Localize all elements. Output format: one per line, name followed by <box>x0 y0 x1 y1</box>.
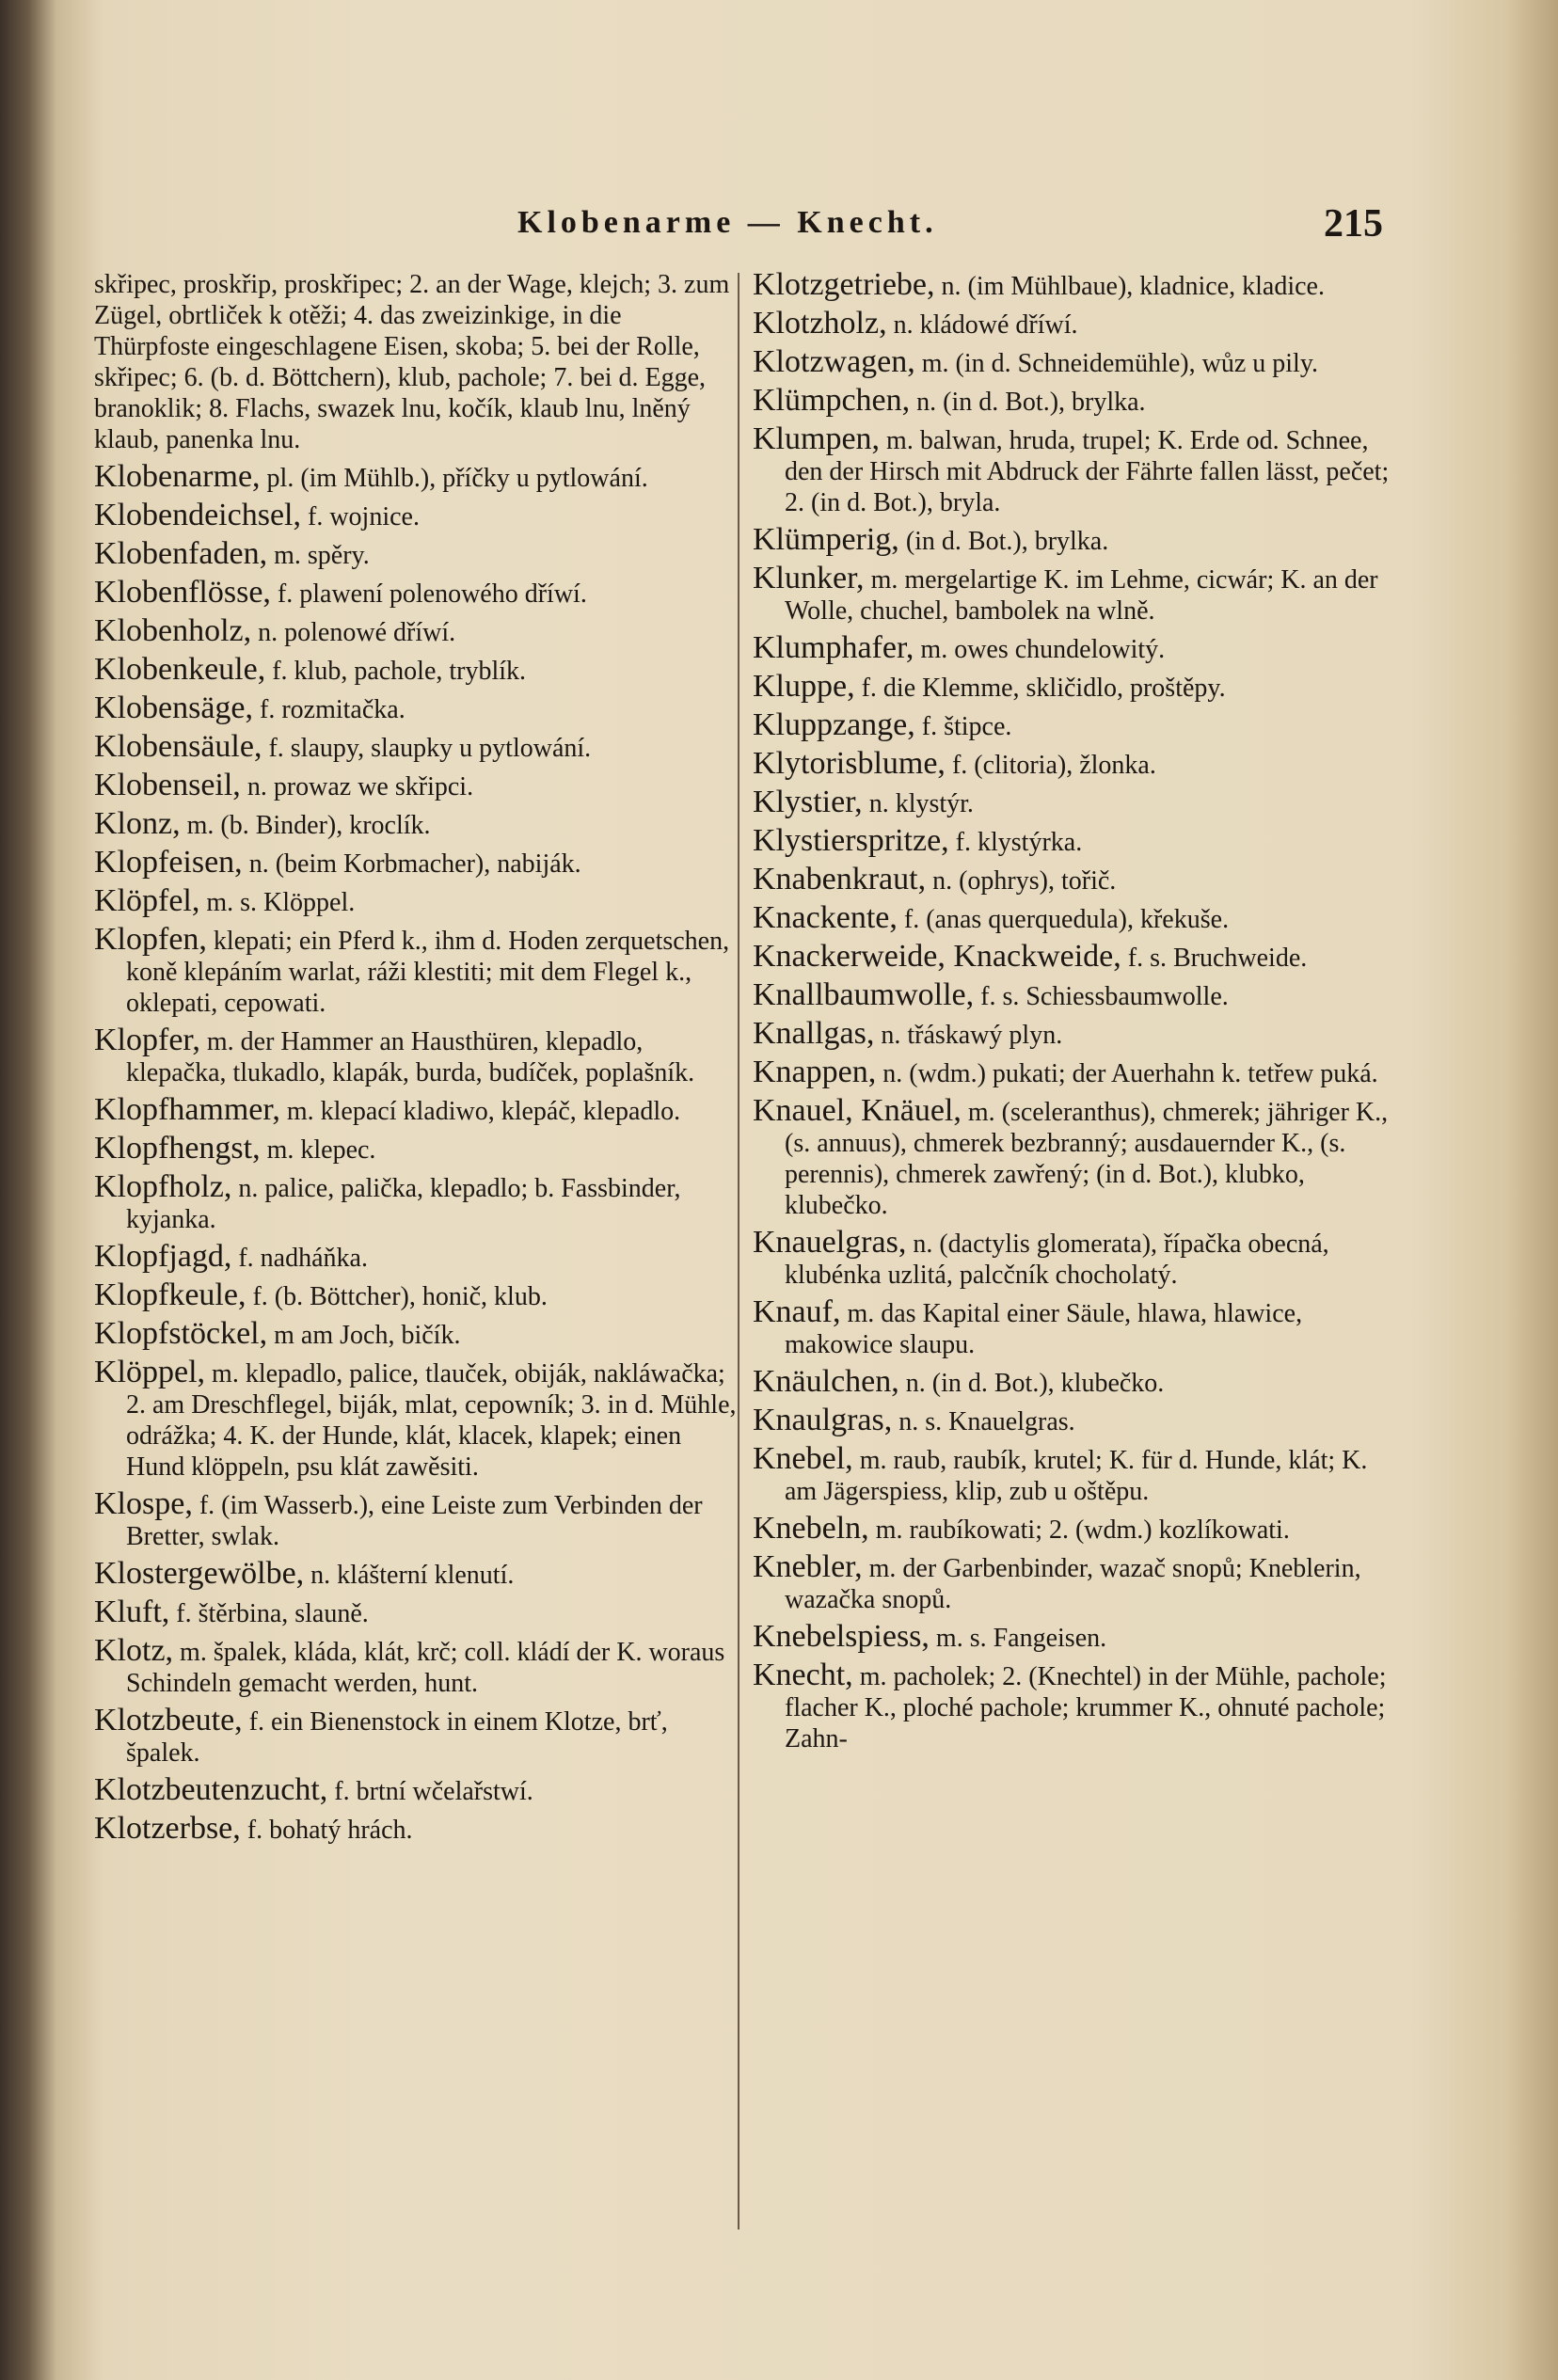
dictionary-entry <box>94 1488 739 1552</box>
entry-headword: Klobenholz, <box>94 613 252 648</box>
entry-headword: Klopfhammer, <box>94 1092 280 1127</box>
dictionary-entry <box>753 1513 1397 1546</box>
dictionary-entry <box>753 709 1397 742</box>
dictionary-entry <box>94 1318 739 1351</box>
entry-definition: f. (b. Böttcher), honič, klub. <box>252 1282 548 1311</box>
left-column <box>94 269 739 1851</box>
dictionary-entry <box>94 1171 739 1235</box>
entry-definition: n. (wdm.) pukati; der Auerhahn k. tetřew puká. <box>882 1059 1378 1088</box>
entry-headword: Klospe, <box>94 1486 193 1521</box>
entry-headword: Klopfholz, <box>94 1169 232 1204</box>
entry-definition: m. das Kapital einer Säule, hlawa, hlawice, makowice slaupu. <box>785 1299 1303 1359</box>
entry-headword: Klobenseil, <box>94 768 241 802</box>
entry-headword: Klystier, <box>753 785 863 819</box>
entry-headword: Kluppe, <box>753 669 855 704</box>
entry-headword: Klytorisblume, <box>753 746 946 781</box>
entry-headword: Knallgas, <box>753 1016 875 1051</box>
entry-headword: Knauel, Knäuel, <box>753 1093 962 1128</box>
column-divider <box>738 273 739 2229</box>
entry-definition: f. die Klemme, skličidlo, proštěpy. <box>861 674 1226 703</box>
entry-definition: n. klášterní klenutí. <box>310 1561 515 1590</box>
entry-definition: f. rozmitačka. <box>260 695 405 724</box>
dictionary-entry <box>753 1621 1397 1654</box>
dictionary-entry <box>753 385 1397 418</box>
entry-definition: m. raubíkowati; 2. (wdm.) kozlíkowati. <box>875 1515 1290 1545</box>
entry-headword: Klobenfaden, <box>94 536 268 571</box>
entry-definition: f. štěrbina, slauně. <box>176 1599 369 1628</box>
entry-definition: n. prowaz we skřipci. <box>246 772 474 801</box>
dictionary-entry <box>94 500 739 532</box>
page-number: 215 <box>1324 202 1383 246</box>
dictionary-entry <box>94 924 739 1019</box>
entry-headword: Knackerweide, Knackweide, <box>753 939 1121 974</box>
entry-definition: m. špalek, kláda, klát, krč; coll. kládí der K. woraus Schindeln gemacht werden, hunt. <box>126 1638 725 1698</box>
entry-definition: f. ein Bienenstock in einem Klotze, brť, špalek. <box>126 1707 668 1768</box>
entry-definition: m. klepadlo, palice, tlauček, obiják, nakláwačka; 2. am Dreschflegel, biják, mlat, cepowník; 3. in d. Mühle, odrážka; 4. K. der Hunde, klát, klacek, klapek; einen Hund klöppeln, psu klát zawěsiti. <box>126 1359 737 1482</box>
entry-headword: Knebeln, <box>753 1511 869 1546</box>
dictionary-entry <box>753 1095 1397 1221</box>
entry-headword: Kluft, <box>94 1595 170 1629</box>
dictionary-entry <box>94 1094 739 1127</box>
entry-definition: f. štipce. <box>921 712 1012 741</box>
entry-headword: Klotzgetriebe, <box>753 267 935 302</box>
entry-definition: n. (dactylis glomerata), řípačka obecná, klubénka uzlitá, palcčník chocholatý. <box>785 1230 1329 1290</box>
entry-headword: Knaulgras, <box>753 1403 893 1437</box>
entry-definition: n. (in d. Bot.), brylka. <box>916 388 1146 417</box>
dictionary-entry <box>753 671 1397 704</box>
dictionary-entry <box>94 692 739 725</box>
entry-definition: n. (im Mühlbaue), kladnice, kladice. <box>941 272 1325 301</box>
entry-headword: Klystierspritze, <box>753 823 949 858</box>
dictionary-entry <box>753 563 1397 627</box>
dictionary-entry <box>753 423 1397 518</box>
entry-headword: Klümperig, <box>753 522 899 557</box>
entry-definition: f. (anas querquedula), křekuše. <box>903 905 1230 934</box>
dictionary-entry <box>94 1024 739 1088</box>
entry-headword: Klopfjagd, <box>94 1239 232 1274</box>
entry-definition: n. palice, palička, klepadlo; b. Fassbinder, kyjanka. <box>126 1174 681 1234</box>
entry-definition: n. (in d. Bot.), klubečko. <box>905 1369 1165 1398</box>
entry-definition: f. klystýrka. <box>955 828 1083 857</box>
entry-definition: m. (sceleranthus), chmerek; jähriger K., (s. annuus), chmerek bezbranný; ausdauernder K., (s. perennis), chmerek zawřený; (in d. Bot.), klubko, klubečko. <box>785 1098 1389 1220</box>
entry-definition: m. s. Fangeisen. <box>935 1624 1107 1653</box>
dictionary-entry <box>753 825 1397 858</box>
entry-headword: Klotzwagen, <box>753 344 915 379</box>
entry-headword: Klobenflösse, <box>94 575 271 610</box>
dictionary-entry <box>94 885 739 918</box>
entry-definition: (in d. Bot.), brylka. <box>905 527 1109 556</box>
dictionary-entry <box>753 1056 1397 1089</box>
dictionary-entry <box>753 524 1397 557</box>
entry-definition: m. (in d. Schneidemühle), wůz u pily. <box>921 349 1318 378</box>
entry-headword: Klotzerbse, <box>94 1811 241 1846</box>
entry-definition: f. (im Wasserb.), eine Leiste zum Verbinden der Bretter, swlak. <box>126 1491 703 1551</box>
dictionary-entry <box>94 1774 739 1807</box>
entry-definition: n. s. Knauelgras. <box>898 1407 1075 1436</box>
dictionary-entry <box>94 1596 739 1629</box>
entry-definition: m. owes chundelowitý. <box>920 635 1166 664</box>
dictionary-entry <box>753 1659 1397 1754</box>
entry-headword: Knackente, <box>753 900 898 935</box>
entry-definition: n. (beim Korbmacher), nabiják. <box>248 849 581 879</box>
dictionary-entry <box>753 269 1397 302</box>
dictionary-entry <box>753 1227 1397 1291</box>
entry-headword: Klunker, <box>753 561 865 595</box>
entry-headword: Klopfen, <box>94 922 207 957</box>
dictionary-entry <box>94 731 739 764</box>
dictionary-entry <box>94 1705 739 1769</box>
dictionary-entry <box>94 1558 739 1591</box>
entry-definition: f. brtní wčelařstwí. <box>334 1777 533 1806</box>
dictionary-entry <box>94 770 739 802</box>
dictionary-entry <box>94 1635 739 1699</box>
entry-headword: Klotz, <box>94 1633 174 1668</box>
running-head: Klobenarme — Knecht. <box>517 205 938 240</box>
entry-definition: m. s. Klöppel. <box>206 888 356 917</box>
dictionary-entry <box>94 808 739 841</box>
dictionary-entry <box>753 864 1397 896</box>
entry-definition: m. der Garbenbinder, wazač snopů; Kneblerin, wazačka snopů. <box>785 1554 1361 1614</box>
dictionary-entry <box>753 786 1397 819</box>
entry-definition: n. třáskawý plyn. <box>881 1021 1063 1050</box>
entry-headword: Klopfer, <box>94 1023 200 1057</box>
dictionary-entry <box>94 1133 739 1166</box>
entry-definition: f. klub, pachole, tryblík. <box>272 657 527 686</box>
entry-headword: Klonz, <box>94 806 181 841</box>
dictionary-entry <box>94 615 739 648</box>
page-header <box>94 202 1383 262</box>
entry-definition: m. pacholek; 2. (Knechtel) in der Mühle, pachole; flacher K., ploché pachole; krummer K., ohnuté pachole; Zahn- <box>785 1662 1387 1753</box>
dictionary-entry <box>753 1018 1397 1051</box>
right-column <box>753 269 1397 1760</box>
entry-headword: Klopfstöckel, <box>94 1316 268 1351</box>
entry-headword: Knebelspiess, <box>753 1619 930 1654</box>
dictionary-entry <box>753 346 1397 379</box>
entry-definition: m. raub, raubík, krutel; K. für d. Hunde, klát; K. am Jägerspiess, klip, zub u oštěpu. <box>785 1446 1368 1506</box>
entry-headword: Klopfkeule, <box>94 1277 246 1312</box>
entry-definition: m. (b. Binder), kroclík. <box>186 811 431 840</box>
entry-headword: Klobendeichsel, <box>94 498 301 532</box>
dictionary-entry <box>94 269 739 455</box>
entry-definition: f. plawení polenowého dříwí. <box>277 579 587 609</box>
dictionary-entry <box>94 654 739 687</box>
dictionary-entry <box>753 941 1397 974</box>
entry-headword: Klöpfel, <box>94 883 200 918</box>
dictionary-entry <box>753 902 1397 935</box>
entry-definition: pl. (im Mühlb.), příčky u pytlowání. <box>266 464 648 493</box>
entry-definition: n. polenowé dříwí. <box>258 618 456 647</box>
entry-headword: Klobenkeule, <box>94 652 266 687</box>
entry-headword: Kluppzange, <box>753 707 915 742</box>
dictionary-entry <box>94 847 739 880</box>
dictionary-entry <box>94 1813 739 1846</box>
entry-definition: f. s. Bruchweide. <box>1127 944 1308 973</box>
entry-headword: Klotzbeutenzucht, <box>94 1772 328 1807</box>
entry-definition: m. mergelartige K. im Lehme, cicwár; K. an der Wolle, chuchel, bambolek na wlně. <box>785 565 1378 626</box>
entry-headword: Knabenkraut, <box>753 862 927 896</box>
dictionary-entry <box>753 1366 1397 1399</box>
entry-headword: Knebel, <box>753 1441 853 1476</box>
entry-headword: Knauf, <box>753 1294 841 1329</box>
dictionary-entry <box>753 632 1397 665</box>
entry-headword: Klopfhengst, <box>94 1131 261 1166</box>
dictionary-entry <box>94 1279 739 1312</box>
entry-headword: Klumphafer, <box>753 630 914 665</box>
dictionary-entry <box>94 1241 739 1274</box>
entry-headword: Klobensäge, <box>94 690 254 725</box>
entry-headword: Klotzbeute, <box>94 1703 243 1737</box>
entry-headword: Klobenarme, <box>94 459 261 494</box>
entry-headword: Knauelgras, <box>753 1225 907 1260</box>
dictionary-entry <box>753 1296 1397 1360</box>
entry-definition: m. klepec. <box>266 1135 376 1165</box>
entry-headword: Klostergewölbe, <box>94 1556 305 1591</box>
entry-headword: Knäulchen, <box>753 1364 899 1399</box>
entry-definition: f. slaupy, slaupky u pytlowání. <box>268 734 592 763</box>
entry-headword: Knecht, <box>753 1658 853 1692</box>
dictionary-entry <box>753 1443 1397 1507</box>
entry-definition: f. wojnice. <box>308 502 420 532</box>
entry-definition: m. der Hammer an Hausthüren, klepadlo, klepačka, tlukadlo, klapák, burda, budíček, poplašník. <box>126 1027 695 1087</box>
entry-headword: Klobensäule, <box>94 729 262 764</box>
dictionary-entry <box>94 577 739 610</box>
entry-definition: klepati; ein Pferd k., ihm d. Hoden zerquetschen, koně klepáním warlat, ráži klestiti; mit dem Flegel k., oklepati, cepowati. <box>126 927 730 1018</box>
entry-definition: f. nadháňka. <box>238 1244 368 1273</box>
entry-definition: m. balwan, hruda, trupel; K. Erde od. Schnee, den der Hirsch mit Abdruck der Fährte fallen lässt, pečet; 2. (in d. Bot.), bryla. <box>785 426 1390 517</box>
dictionary-entry <box>94 538 739 571</box>
entry-definition: skřipec, proskřip, proskřipec; 2. an der Wage, klejch; 3. zum Zügel, obrtliček k otěži; 4. das zweizinkige, in die Thürpfoste eingeschlagene Eisen, skoba; 5. bei der Rolle, skřipec; 6. (b. d. Böttchern), klub, pachole; 7. bei d. Egge, branoklik; 8. Flachs, swazek lnu, kočík, klaub lnu, lněný klaub, panenka lnu. <box>94 270 730 454</box>
dictionary-entry <box>94 461 739 494</box>
dictionary-entry <box>753 308 1397 341</box>
entry-definition: f. bohatý hrách. <box>246 1816 413 1845</box>
entry-headword: Klümpchen, <box>753 383 911 418</box>
entry-headword: Knallbaumwolle, <box>753 977 975 1012</box>
entry-definition: m. spěry. <box>274 541 370 570</box>
entry-headword: Klöppel, <box>94 1355 206 1389</box>
entry-definition: n. (ophrys), tořič. <box>932 866 1117 896</box>
dictionary-entry <box>753 1551 1397 1615</box>
entry-headword: Klopfeisen, <box>94 845 243 880</box>
entry-definition: n. kládowé dříwí. <box>893 310 1078 340</box>
dictionary-entry <box>753 979 1397 1012</box>
dictionary-entry <box>94 1357 739 1483</box>
entry-headword: Klumpen, <box>753 421 881 456</box>
entry-headword: Klotzholz, <box>753 306 887 341</box>
dictionary-entry <box>753 748 1397 781</box>
entry-definition: f. (clitoria), žlonka. <box>951 751 1156 780</box>
dictionary-entry <box>753 1404 1397 1437</box>
entry-definition: m. klepací kladiwo, klepáč, klepadlo. <box>286 1097 681 1126</box>
entry-definition: n. klystýr. <box>868 789 974 818</box>
entry-headword: Knebler, <box>753 1549 863 1584</box>
entry-definition: f. s. Schiessbaumwolle. <box>980 982 1229 1011</box>
entry-definition: m am Joch, bičík. <box>274 1321 461 1350</box>
entry-headword: Knappen, <box>753 1055 877 1089</box>
